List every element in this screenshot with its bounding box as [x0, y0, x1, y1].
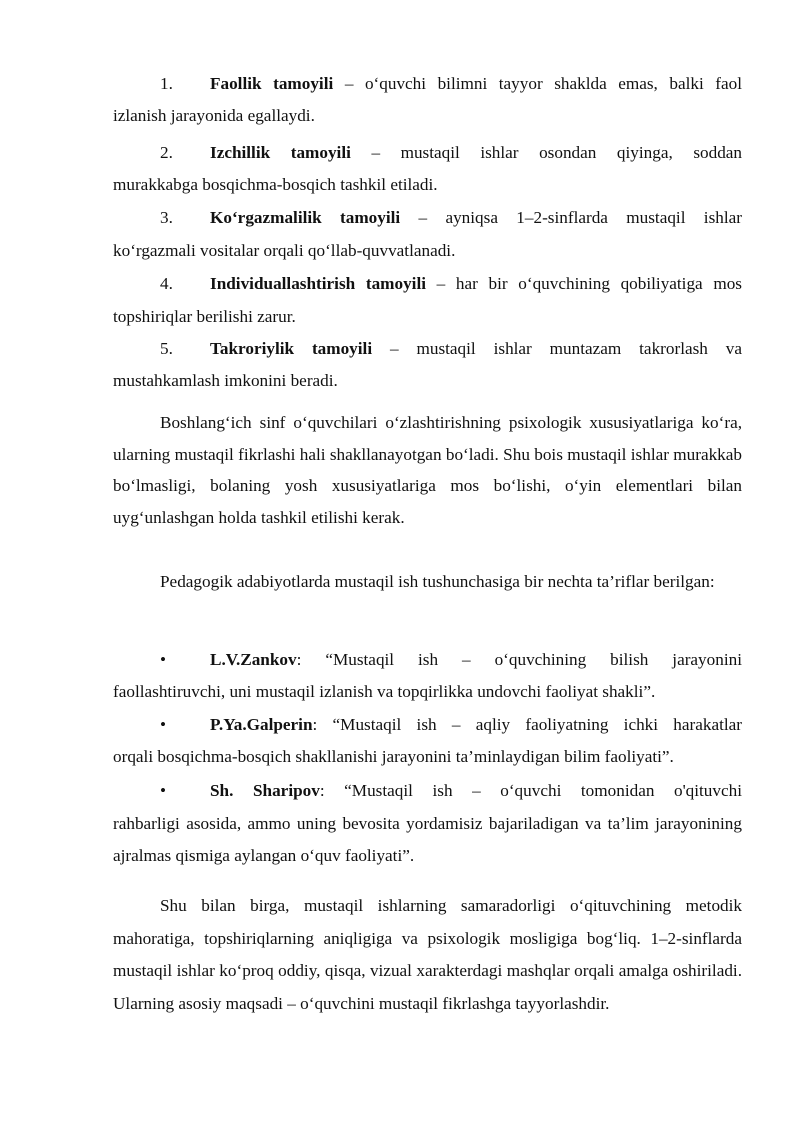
bullet-icon: • — [160, 781, 167, 800]
principle-number: 3. — [160, 208, 173, 227]
principle-number: 4. — [160, 274, 173, 293]
principle-continuation: murakkabga bosqichma-bosqich tashkil etiladi. — [113, 175, 438, 194]
body-paragraph: Boshlang‘ich sinf o‘quvchilari o‘zlashtirishning psixologik xususiyatlariga ko‘ra, ularning mustaqil fikrlashi hali shakllanayotgan bo‘ladi. Shu bois mustaqil ishlar murakkab bo‘lmasligi, bolaning yosh xususiyatlariga mos bo‘lishi, o‘yin elementlari bilan uyg‘unlashgan holda tashkil etilishi kerak. — [113, 413, 742, 527]
principle-text: – mustaqil ishlar muntazam takrorlash va — [390, 339, 743, 358]
principle-continuation: mustahkamlash imkonini beradi. — [113, 371, 338, 390]
definition-text: : “Mustaqil ish – o‘quvchining bilish jarayonini — [296, 650, 742, 669]
definition-text: : “Mustaqil ish – aqliy faoliyatning ichki harakatlar — [312, 715, 742, 734]
definition-author: L.V.Zankov — [210, 650, 297, 669]
principle-text: – mustaqil ishlar osondan qiyinga, soddan — [371, 143, 743, 162]
principle-name: Individuallashtirish tamoyili — [210, 274, 427, 293]
principle-continuation: topshiriqlar berilishi zarur. — [113, 307, 296, 326]
bullet-icon: • — [160, 715, 167, 734]
principle-number: 5. — [160, 339, 173, 358]
definition-text: : “Mustaqil ish – o‘quvchi tomonidan o'qituvchi — [319, 781, 742, 800]
principle-name: Ko‘rgazmalilik tamoyili — [210, 208, 401, 227]
body-paragraph: Pedagogik adabiyotlarda mustaqil ish tushunchasiga bir nechta ta’riflar berilgan: — [160, 572, 715, 591]
principle-number: 2. — [160, 143, 173, 162]
definition-continuation: faollashtiruvchi, uni mustaqil izlanish va topqirlikka undovchi faoliyat shakli”. — [113, 682, 656, 701]
principle-text: – o‘quvchi bilimni tayyor shaklda emas, balki faol — [344, 74, 743, 93]
principle-name: Faollik tamoyili — [210, 74, 334, 93]
principle-name: Izchillik tamoyili — [210, 143, 351, 162]
body-paragraph: Shu bilan birga, mustaqil ishlarning samaradorligi o‘qituvchining metodik mahoratiga, topshiriqlarning aniqligiga va psixologik mosligiga bog‘liq. 1–2-sinflarda mustaqil ishlar ko‘proq oddiy, qisqa, vizual xarakterdagi mashqlar orqali amalga oshiriladi. Ularning asosiy maqsadi – o‘quvchini mustaqil fikrlashga tayyorlashdir. — [113, 896, 742, 1013]
definition-continuation: orqali bosqichma-bosqich shakllanishi jarayonini ta’minlaydigan bilim faoliyati”. — [113, 747, 674, 766]
principle-continuation: izlanish jarayonida egallaydi. — [113, 106, 315, 125]
principle-name: Takroriylik tamoyili — [210, 339, 373, 358]
definition-author: P.Ya.Galperin — [210, 715, 313, 734]
principle-continuation: ko‘rgazmali vositalar orqali qo‘llab-quvvatlanadi. — [113, 241, 456, 260]
principle-text: – har bir o‘quvchining qobiliyatiga mos — [436, 274, 742, 293]
principle-text: – ayniqsa 1–2-sinflarda mustaqil ishlar — [418, 208, 742, 227]
definition-author: Sh. Sharipov — [210, 781, 320, 800]
bullet-icon: • — [160, 650, 167, 669]
principle-number: 1. — [160, 74, 173, 93]
definition-continuation: rahbarligi asosida, ammo uning bevosita yordamisiz bajariladigan va ta’lim jarayonining ajralmas qismiga aylangan o‘quv faoliyati”. — [113, 814, 742, 865]
